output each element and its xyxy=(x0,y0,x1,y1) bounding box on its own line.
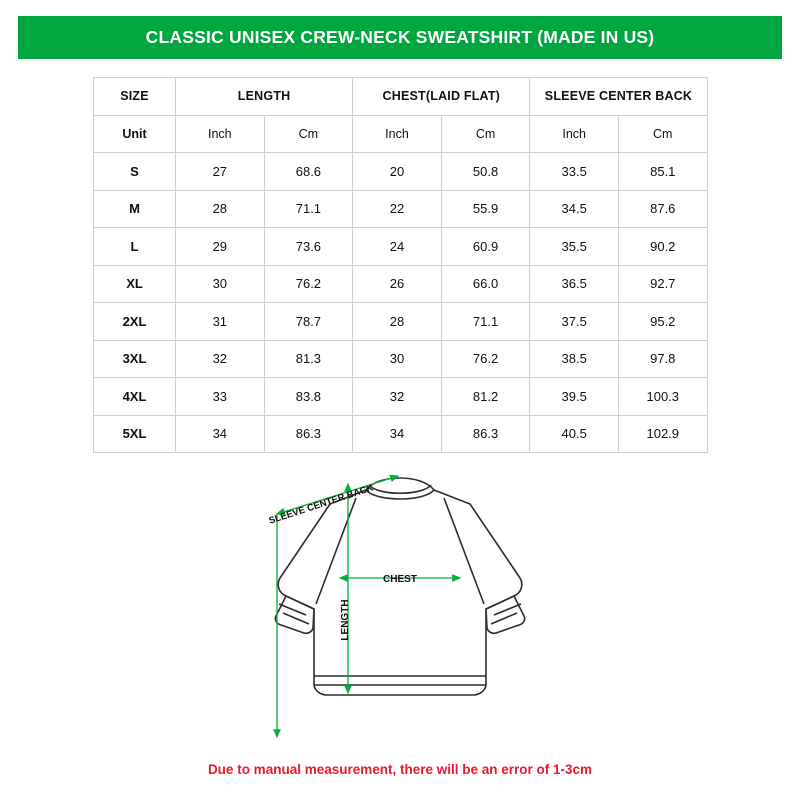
header-banner xyxy=(18,16,782,59)
header-chest: CHEST(LAID FLAT) xyxy=(353,78,530,116)
row-sleeve-cm: 92.7 xyxy=(618,265,707,303)
table-row xyxy=(94,303,708,341)
row-sleeve-cm: 85.1 xyxy=(618,153,707,191)
row-length-cm: 73.6 xyxy=(264,228,353,266)
row-length-cm: 83.8 xyxy=(264,378,353,416)
table-unit-row xyxy=(94,115,708,153)
row-sleeve-inch: 35.5 xyxy=(530,228,619,266)
row-chest-cm: 71.1 xyxy=(441,303,530,341)
size-table xyxy=(93,77,708,453)
row-chest-inch: 30 xyxy=(353,340,442,378)
row-length-inch: 32 xyxy=(176,340,265,378)
table-group-header-row xyxy=(94,78,708,116)
row-chest-cm: 55.9 xyxy=(441,190,530,228)
unit-chest-cm: Cm xyxy=(441,115,530,153)
row-sleeve-cm: 90.2 xyxy=(618,228,707,266)
row-size: XL xyxy=(94,265,176,303)
row-length-cm: 78.7 xyxy=(264,303,353,341)
row-sleeve-inch: 39.5 xyxy=(530,378,619,416)
row-sleeve-inch: 33.5 xyxy=(530,153,619,191)
table-row xyxy=(94,228,708,266)
label-sleeve: SLEEVE CENTER BACK xyxy=(267,482,375,527)
row-chest-inch: 24 xyxy=(353,228,442,266)
row-chest-cm: 66.0 xyxy=(441,265,530,303)
row-size: 5XL xyxy=(94,415,176,453)
row-chest-inch: 22 xyxy=(353,190,442,228)
row-sleeve-inch: 37.5 xyxy=(530,303,619,341)
unit-chest-inch: Inch xyxy=(353,115,442,153)
row-length-inch: 31 xyxy=(176,303,265,341)
row-sleeve-cm: 97.8 xyxy=(618,340,707,378)
row-length-cm: 81.3 xyxy=(264,340,353,378)
row-length-inch: 34 xyxy=(176,415,265,453)
row-length-cm: 71.1 xyxy=(264,190,353,228)
unit-length-inch: Inch xyxy=(176,115,265,153)
table-row xyxy=(94,265,708,303)
unit-sleeve-inch: Inch xyxy=(530,115,619,153)
row-chest-cm: 50.8 xyxy=(441,153,530,191)
row-sleeve-cm: 95.2 xyxy=(618,303,707,341)
row-length-inch: 29 xyxy=(176,228,265,266)
table-row xyxy=(94,153,708,191)
table-row xyxy=(94,190,708,228)
row-size: 3XL xyxy=(94,340,176,378)
row-length-inch: 27 xyxy=(176,153,265,191)
header-size: SIZE xyxy=(94,78,176,116)
unit-sleeve-cm: Cm xyxy=(618,115,707,153)
unit-length-cm: Cm xyxy=(264,115,353,153)
row-sleeve-cm: 102.9 xyxy=(618,415,707,453)
row-sleeve-cm: 87.6 xyxy=(618,190,707,228)
row-length-cm: 76.2 xyxy=(264,265,353,303)
row-length-inch: 33 xyxy=(176,378,265,416)
row-sleeve-cm: 100.3 xyxy=(618,378,707,416)
row-size: 4XL xyxy=(94,378,176,416)
row-chest-cm: 86.3 xyxy=(441,415,530,453)
table-row xyxy=(94,415,708,453)
row-length-inch: 30 xyxy=(176,265,265,303)
row-chest-cm: 81.2 xyxy=(441,378,530,416)
row-size: 2XL xyxy=(94,303,176,341)
row-length-cm: 86.3 xyxy=(264,415,353,453)
header-length: LENGTH xyxy=(176,78,353,116)
unit-label: Unit xyxy=(94,115,176,153)
row-chest-inch: 34 xyxy=(353,415,442,453)
row-length-cm: 68.6 xyxy=(264,153,353,191)
row-chest-inch: 26 xyxy=(353,265,442,303)
row-chest-cm: 76.2 xyxy=(441,340,530,378)
row-chest-cm: 60.9 xyxy=(441,228,530,266)
page-title: CLASSIC UNISEX CREW-NECK SWEATSHIRT (MADE IN US) xyxy=(145,27,655,47)
row-size: L xyxy=(94,228,176,266)
label-chest: CHEST xyxy=(383,574,417,585)
row-size: S xyxy=(94,153,176,191)
header-sleeve: SLEEVE CENTER BACK xyxy=(530,78,707,116)
table-row xyxy=(94,378,708,416)
measurement-diagram xyxy=(0,452,800,752)
measurement-disclaimer: Due to manual measurement, there will be an error of 1-3cm xyxy=(207,762,593,777)
table-row xyxy=(94,340,708,378)
row-length-inch: 28 xyxy=(176,190,265,228)
row-chest-inch: 20 xyxy=(353,153,442,191)
row-sleeve-inch: 38.5 xyxy=(530,340,619,378)
row-sleeve-inch: 36.5 xyxy=(530,265,619,303)
row-sleeve-inch: 40.5 xyxy=(530,415,619,453)
row-chest-inch: 32 xyxy=(353,378,442,416)
label-length: LENGTH xyxy=(340,599,351,641)
row-sleeve-inch: 34.5 xyxy=(530,190,619,228)
size-table-wrapper xyxy=(93,77,707,453)
row-size: M xyxy=(94,190,176,228)
row-chest-inch: 28 xyxy=(353,303,442,341)
